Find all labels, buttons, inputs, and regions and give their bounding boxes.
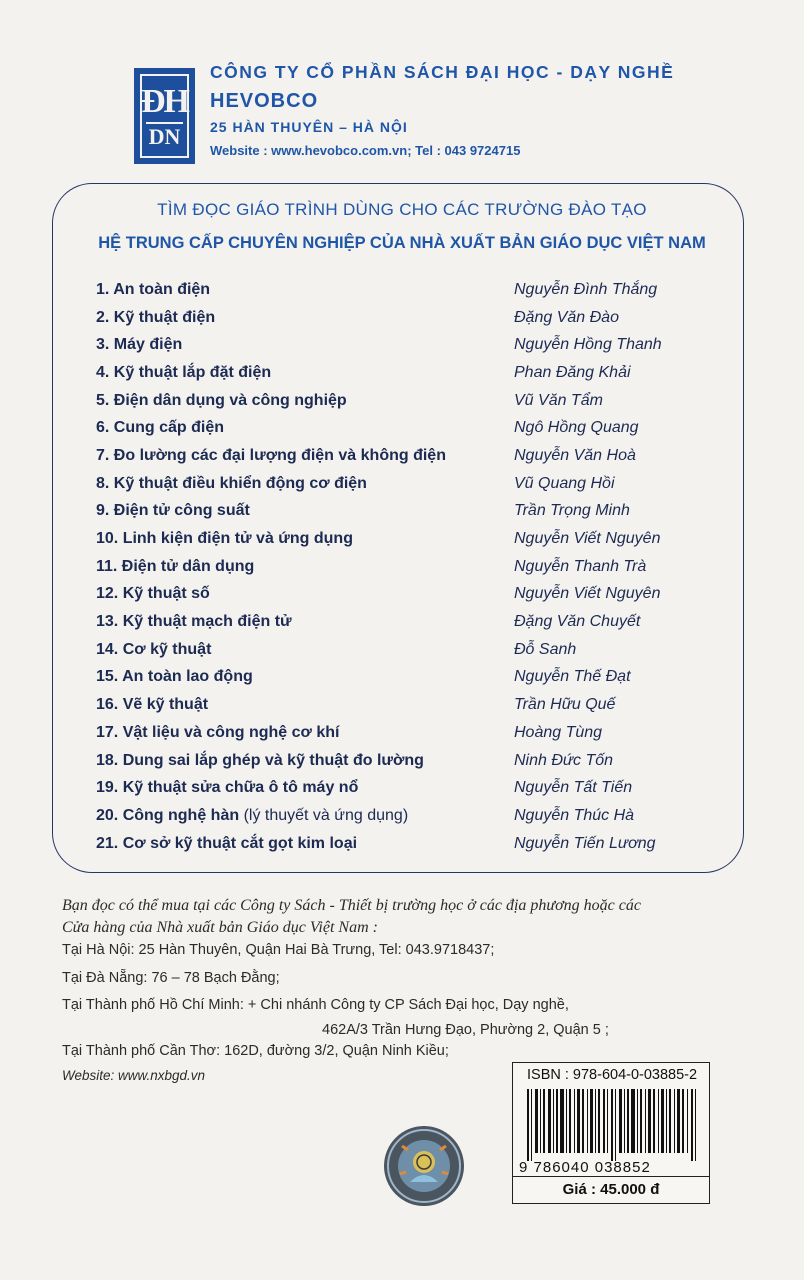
publisher-logo <box>134 68 195 164</box>
list-heading-line1: TÌM ĐỌC GIÁO TRÌNH DÙNG CHO CÁC TRƯỜNG ĐÀO TẠO <box>157 200 647 219</box>
book-title: 6. Cung cấp điện <box>96 419 225 437</box>
book-title: 16. Vẽ kỹ thuật <box>96 696 209 714</box>
logo-top-letters: ĐH <box>141 83 188 120</box>
book-author: Nguyễn Viết Nguyên <box>514 585 661 603</box>
barcode-digits: 9 786040 038852 <box>519 1159 651 1176</box>
address-cantho: Tại Thành phố Cần Thơ: 162D, đường 3/2, Quận Ninh Kiều; <box>62 1043 449 1059</box>
book-title: 5. Điện dân dụng và công nghiệp <box>96 391 347 409</box>
publisher-address: 25 HÀN THUYÊN – HÀ NỘI <box>210 119 408 135</box>
book-title: 17. Vật liệu và công nghệ cơ khí <box>96 723 340 741</box>
book-author: Vũ Văn Tẩm <box>514 391 603 409</box>
book-title <box>96 807 514 825</box>
book-title: 21. Cơ sở kỹ thuật cắt gọt kim loại <box>96 834 358 852</box>
book-title: 1. An toàn điện <box>96 280 211 298</box>
book-title: 7. Đo lường các đại lượng điện và không điện <box>96 446 446 464</box>
book-author: Ngô Hồng Quang <box>514 419 639 437</box>
book-row <box>96 719 716 747</box>
book-author: Nguyễn Viết Nguyên <box>514 530 661 548</box>
publisher-info <box>210 62 674 158</box>
book-author: Đặng Văn Đào <box>514 308 619 326</box>
book-author: Đặng Văn Chuyết <box>514 613 641 631</box>
book-author: Đỗ Sanh <box>514 640 577 658</box>
address-hcm-line2: 462A/3 Trần Hưng Đạo, Phường 2, Quận 5 ; <box>322 1022 609 1038</box>
book-row <box>96 276 716 304</box>
barcode-icon <box>527 1089 699 1161</box>
publisher-contact: Website : www.hevobco.com.vn; Tel : 043 9724715 <box>210 143 521 158</box>
book-row <box>96 387 716 415</box>
book-row <box>96 359 716 387</box>
book-price: Giá : 45.000 đ <box>562 1181 660 1198</box>
book-author: Nguyễn Hồng Thanh <box>514 336 662 354</box>
book-title: 4. Kỹ thuật lắp đặt điện <box>96 363 272 381</box>
book-row <box>96 442 716 470</box>
book-title: 2. Kỹ thuật điện <box>96 308 216 326</box>
book-author: Nguyễn Thanh Trà <box>514 557 647 575</box>
book-title-main: 20. Công nghệ hàn <box>96 806 240 824</box>
book-row <box>96 802 716 830</box>
book-title: 18. Dung sai lắp ghép và kỹ thuật đo lường <box>96 751 424 769</box>
book-row <box>96 498 716 526</box>
book-author: Nguyễn Văn Hoà <box>514 446 636 464</box>
book-author: Nguyễn Tiến Lương <box>514 834 656 852</box>
book-row <box>96 525 716 553</box>
book-row <box>96 747 716 775</box>
book-title: 14. Cơ kỹ thuật <box>96 640 212 658</box>
book-row <box>96 691 716 719</box>
book-author: Nguyễn Tất Tiến <box>514 779 633 797</box>
address-hcm-line1: Tại Thành phố Hồ Chí Minh: + Chi nhánh Công ty CP Sách Đại học, Dạy nghề, <box>62 997 569 1013</box>
book-row <box>96 608 716 636</box>
book-row <box>96 664 716 692</box>
publisher-short-name: HEVOBCO <box>210 90 319 112</box>
book-row <box>96 636 716 664</box>
book-title: 13. Kỹ thuật mạch điện tử <box>96 613 292 631</box>
purchase-note: Bạn đọc có thể mua tại các Công ty Sách - Thiết bị trường học ở các địa phương hoặc các Cửa hàng của Nhà xuất bản Giáo dục Việt Nam : <box>62 897 641 936</box>
book-author: Nguyễn Thúc Hà <box>514 806 635 824</box>
book-author: Vũ Quang Hồi <box>514 474 615 492</box>
book-title: 15. An toàn lao động <box>96 668 253 686</box>
publisher-name: CÔNG TY CỔ PHẦN SÁCH ĐẠI HỌC - DẠY NGHỀ <box>210 62 675 82</box>
logo-bottom-letters: DN <box>146 122 184 150</box>
book-title-suffix: (lý thuyết và ứng dụng) <box>239 806 409 824</box>
hologram-stamp-icon <box>382 1124 466 1208</box>
book-row <box>96 553 716 581</box>
price-divider <box>513 1176 709 1177</box>
book-title: 12. Kỹ thuật số <box>96 585 210 603</box>
book-author: Phan Đăng Khải <box>514 363 631 381</box>
book-list <box>96 276 716 857</box>
book-title: 10. Linh kiện điện tử và ứng dụng <box>96 530 353 548</box>
book-row <box>96 331 716 359</box>
book-title: 9. Điện tử công suất <box>96 502 250 520</box>
book-author: Nguyễn Đình Thắng <box>514 280 658 298</box>
book-row <box>96 304 716 332</box>
address-danang: Tại Đà Nẵng: 76 – 78 Bạch Đằng; <box>62 970 280 986</box>
book-author: Ninh Đức Tốn <box>514 751 614 769</box>
book-author: Nguyễn Thế Đạt <box>514 668 631 686</box>
book-row <box>96 414 716 442</box>
book-row <box>96 581 716 609</box>
book-title: 8. Kỹ thuật điều khiển động cơ điện <box>96 474 367 492</box>
book-author: Trần Trọng Minh <box>514 502 630 520</box>
book-title: 11. Điện tử dân dụng <box>96 557 255 575</box>
book-row <box>96 774 716 802</box>
address-hanoi: Tại Hà Nội: 25 Hàn Thuyên, Quận Hai Bà Trưng, Tel: 043.9718437; <box>62 942 495 958</box>
book-title: 19. Kỹ thuật sửa chữa ô tô máy nổ <box>96 779 359 797</box>
book-author: Hoàng Tùng <box>514 723 603 741</box>
isbn-barcode-box <box>512 1062 710 1204</box>
website-link[interactable]: Website: www.nxbgd.vn <box>62 1068 206 1083</box>
book-author: Trần Hữu Quế <box>514 696 616 714</box>
book-title: 3. Máy điện <box>96 336 183 354</box>
book-row <box>96 470 716 498</box>
list-heading-line2: HỆ TRUNG CẤP CHUYÊN NGHIỆP CỦA NHÀ XUẤT BẢN GIÁO DỤC VIỆT NAM <box>98 234 706 252</box>
book-row <box>96 830 716 858</box>
isbn-number: ISBN : 978-604-0-03885-2 <box>527 1067 698 1083</box>
